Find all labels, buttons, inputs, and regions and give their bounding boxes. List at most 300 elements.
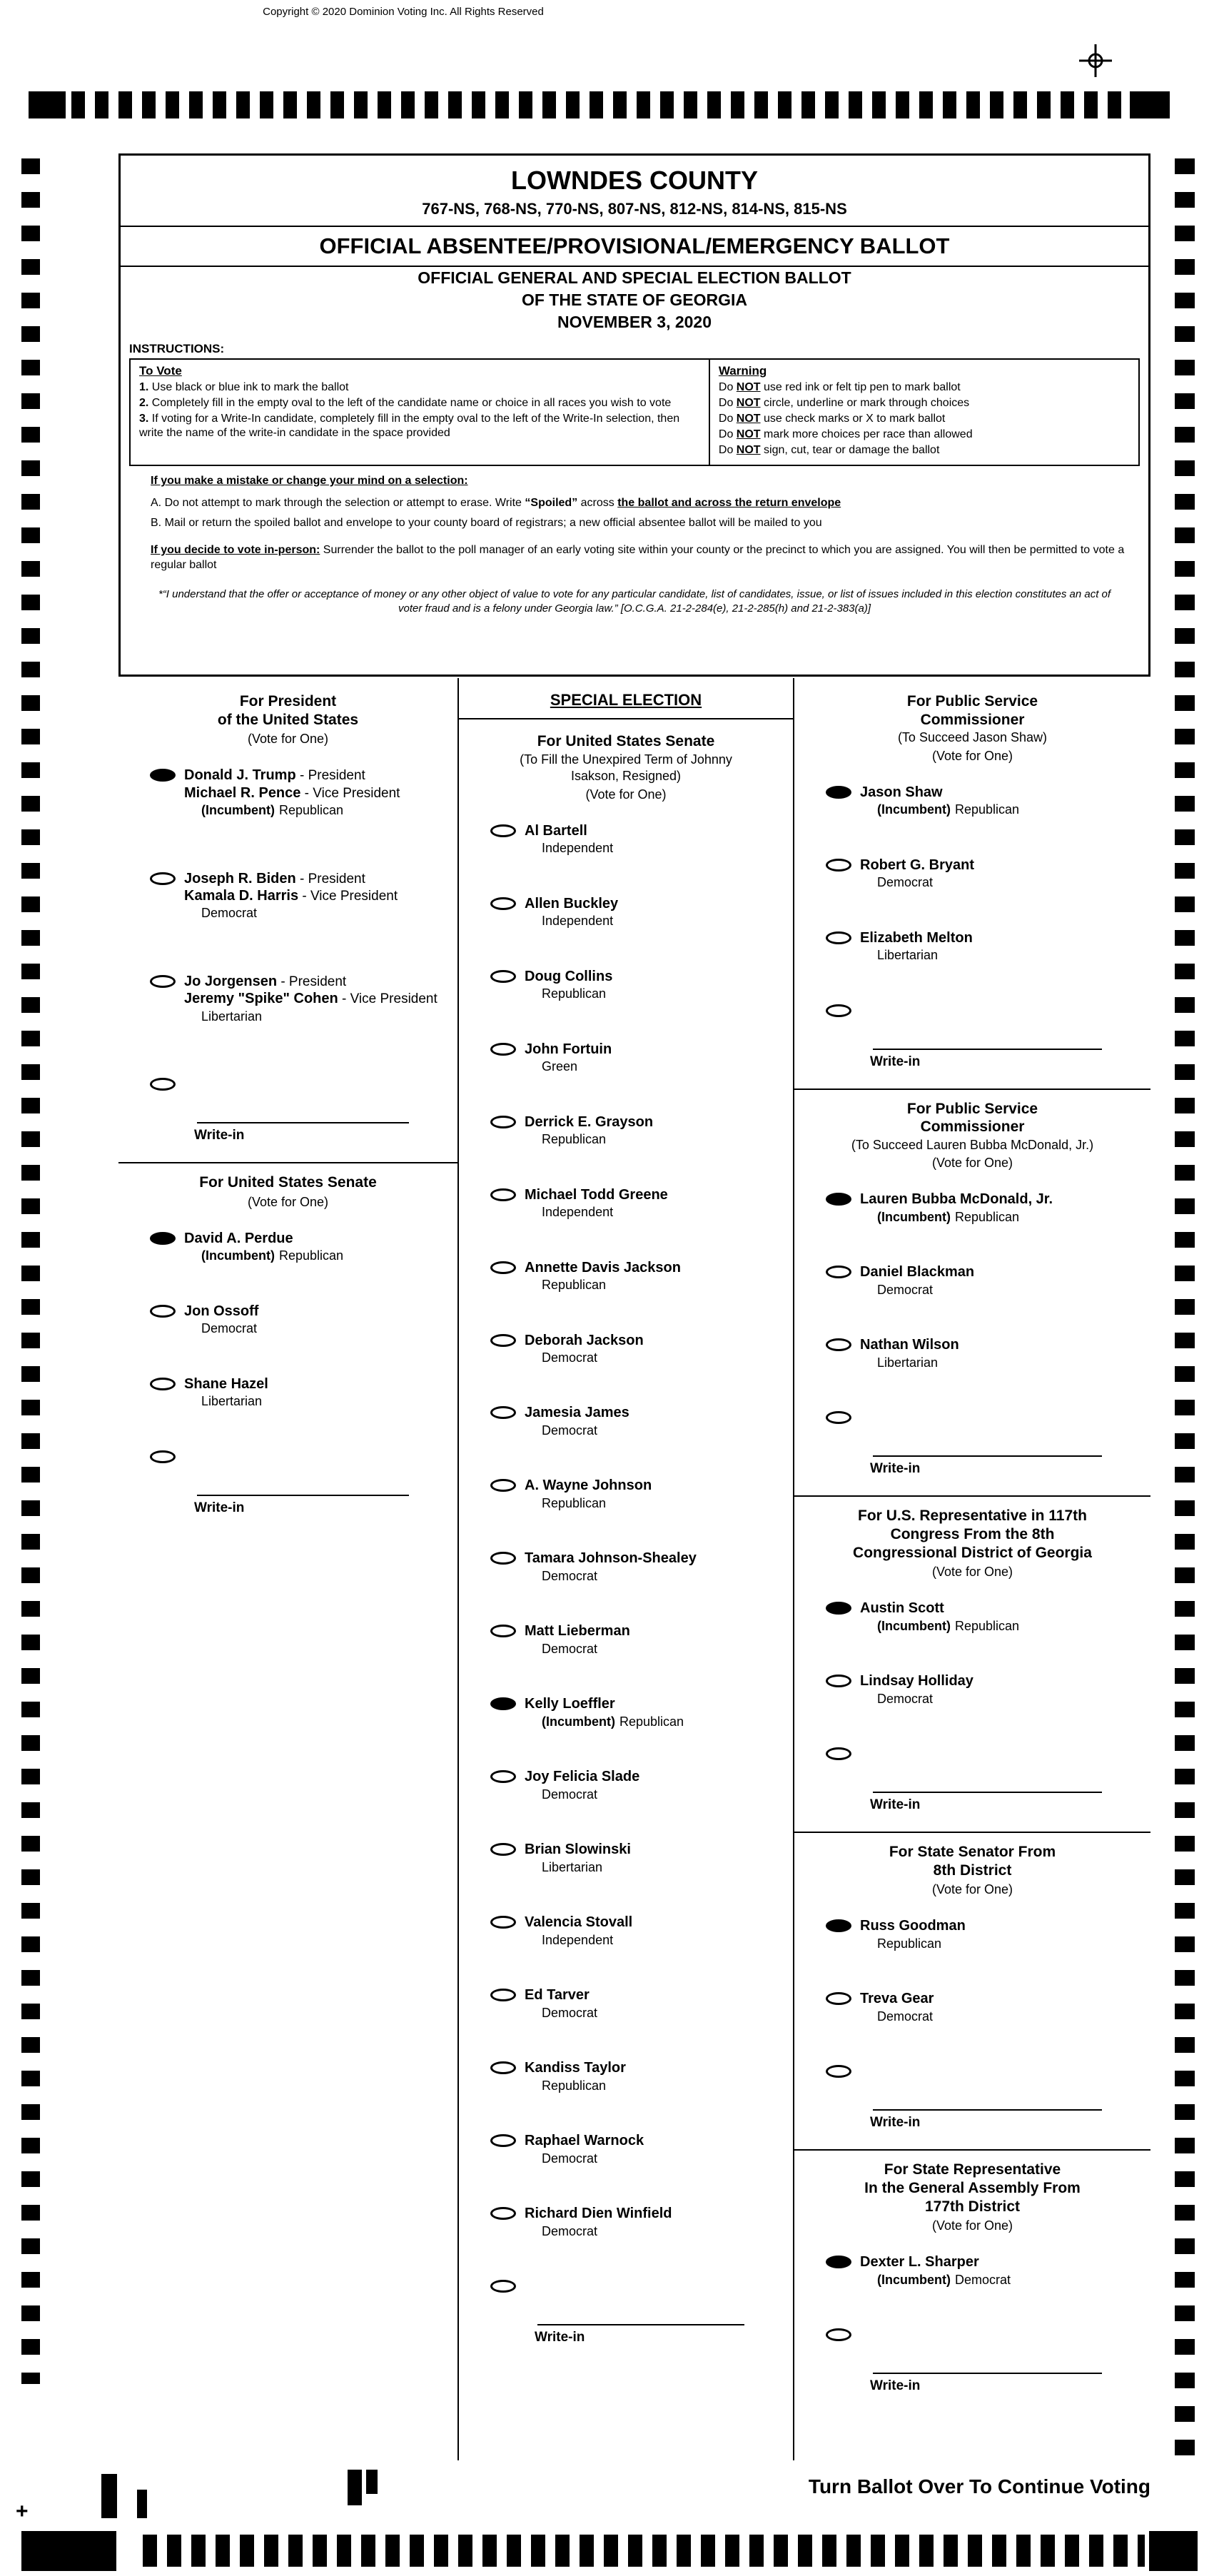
ballot-oval[interactable] [490, 1989, 516, 2001]
candidate-name-text: Jo Jorgensen [184, 973, 278, 989]
write-in-label: Write-in [194, 1500, 245, 1515]
candidate-name [860, 2253, 1011, 2271]
candidate-row [490, 2205, 784, 2239]
candidate-row [490, 1550, 784, 1584]
write-in-label: Write-in [870, 1054, 921, 1069]
candidate-name [525, 1259, 681, 1276]
candidate-party [201, 1394, 268, 1410]
ballot-oval-filled[interactable] [826, 2256, 851, 2268]
candidate-row [150, 1375, 449, 1410]
contest-title: 8th District [933, 1862, 1012, 1879]
candidate-info [184, 973, 437, 1024]
party-name: Democrat [542, 2223, 598, 2238]
ballot-oval[interactable] [826, 859, 851, 872]
write-in-line [197, 1495, 409, 1496]
candidate-info [525, 895, 618, 929]
timing-marks-right [1175, 158, 1195, 2460]
ballot-oval-filled[interactable] [826, 1602, 851, 1615]
candidate-party [201, 1248, 343, 1264]
candidate-info [860, 857, 974, 891]
ballot-oval[interactable] [490, 1406, 516, 1419]
candidate-name [525, 1914, 632, 1931]
candidate-info [184, 1375, 268, 1410]
party-name: Republican [542, 1131, 607, 1146]
ballot-oval[interactable] [150, 872, 176, 885]
ballot-oval[interactable] [150, 1078, 176, 1091]
candidate-name-text: Richard Dien Winfield [525, 2206, 672, 2222]
ballot-oval-filled[interactable] [826, 786, 851, 799]
candidate-name-text: A. Wayne Johnson [525, 1478, 652, 1494]
write-in-section [799, 1409, 1146, 1477]
write-in-line [873, 2109, 1102, 2111]
candidate-info [860, 2253, 1011, 2288]
candidate-party [877, 802, 1019, 818]
candidate-row [490, 1841, 784, 1875]
scanner-mark [137, 2490, 147, 2518]
candidate-row [490, 2132, 784, 2166]
contest-subtitle: (To Fill the Unexpired Term of Johnny [520, 752, 732, 767]
party-name: Democrat [877, 2009, 934, 2024]
ballot-oval[interactable] [150, 1305, 176, 1318]
party-name: Republican [955, 1618, 1020, 1633]
item-text: Completely fill in the empty oval to the left of the candidate name or choice in all races you wish to vote [148, 397, 672, 410]
candidate-name-text: Elizabeth Melton [860, 929, 973, 946]
ballot-column-3 [793, 678, 1150, 2460]
candidate-party [542, 1569, 697, 1585]
candidate-party [201, 803, 400, 819]
ballot-oval[interactable] [826, 1004, 851, 1017]
ballot-oval[interactable] [826, 1747, 851, 1760]
candidate-name [525, 2205, 672, 2222]
candidate-name-text: Michael Todd Greene [525, 1186, 668, 1203]
candidate-row [826, 929, 1142, 964]
item-text: Use black or blue ink to mark the ballot [148, 381, 349, 394]
vote-for-instruction: (Vote for One) [931, 2218, 1013, 2233]
contest-title: 177th District [924, 2198, 1021, 2215]
candidate-name-text: Michael R. Pence [184, 784, 301, 801]
candidate-row [490, 1768, 784, 1802]
party-name: Independent [542, 913, 614, 928]
vote-for-instruction: (Vote for One) [585, 787, 667, 802]
incumbent-tag: (Incumbent) [201, 1248, 275, 1263]
mistake-heading: If you make a mistake or change your mind on a selection: [151, 475, 468, 488]
contest-title: Congress From the 8th [890, 1525, 1055, 1542]
ballot-oval[interactable] [826, 1992, 851, 2005]
registration-crosshair-icon [1079, 44, 1112, 77]
contest-title: For Public Service [906, 1100, 1038, 1117]
ballot-oval[interactable] [826, 1266, 851, 1278]
incumbent-tag: (Incumbent) [542, 1714, 615, 1729]
ballot-oval[interactable] [150, 1450, 176, 1463]
ballot-oval[interactable] [490, 1479, 516, 1492]
ballot-oval[interactable] [490, 824, 516, 837]
party-name: Democrat [542, 1641, 598, 1656]
candidate-info [184, 870, 398, 921]
candidate-info [860, 1672, 973, 1707]
candidate-row [150, 1303, 449, 1337]
ballot-oval[interactable] [490, 897, 516, 910]
candidate-name-text: Al Bartell [525, 822, 587, 839]
candidate-info [525, 1186, 668, 1221]
ballot-oval[interactable] [490, 2207, 516, 2220]
to-vote-item [139, 396, 700, 410]
party-name: Green [542, 1059, 578, 1074]
warning-not: NOT [736, 444, 761, 457]
warning-section [710, 360, 1138, 465]
ballot-oval-filled[interactable] [826, 1193, 851, 1206]
scanner-mark [366, 2470, 378, 2494]
candidate-info [525, 1914, 632, 1948]
candidate-name-text: Derrick E. Grayson [525, 1113, 654, 1130]
ballot-oval[interactable] [826, 1675, 851, 1687]
ballot-oval[interactable] [490, 1334, 516, 1347]
candidate-party [542, 1714, 684, 1730]
candidate-name-text: Jamesia James [525, 1405, 629, 1421]
party-name: Democrat [877, 875, 934, 890]
candidate-party [877, 1619, 1019, 1635]
candidate-name-text: Robert G. Bryant [860, 857, 975, 873]
candidate-info [525, 1113, 653, 1148]
timing-block-top-right [1130, 91, 1170, 118]
candidate-info [860, 784, 1019, 818]
ballot-oval[interactable] [490, 1116, 516, 1128]
candidate-name [525, 1041, 612, 1058]
contest-subtitle: (To Succeed Jason Shaw) [897, 730, 1048, 745]
candidate-name [525, 2059, 626, 2076]
candidate-info [525, 1404, 629, 1438]
incumbent-tag: (Incumbent) [877, 802, 951, 817]
party-name: Democrat [877, 1691, 934, 1706]
warning-title: Warning [718, 364, 767, 378]
party-name: Republican [955, 1209, 1020, 1224]
candidate-name-text: David A. Perdue [184, 1230, 293, 1246]
party-name: Libertarian [201, 1009, 263, 1024]
timing-marks-bottom [143, 2535, 1145, 2567]
contest-title: For State Senator From [889, 1844, 1056, 1861]
candidate-name [860, 929, 973, 946]
candidate-party [201, 906, 398, 921]
contest-subtitle: (To Succeed Lauren Bubba McDonald, Jr.) [851, 1137, 1094, 1152]
ballot-oval[interactable] [150, 1378, 176, 1390]
party-name: Democrat [201, 906, 258, 921]
ballot-oval-filled[interactable] [490, 1697, 516, 1710]
timing-block-bottom-left [21, 2531, 116, 2571]
contest-title: For President [239, 693, 337, 709]
party-name: Independent [542, 1204, 614, 1219]
contest-title: Commissioner [920, 711, 1025, 728]
warning-pre: Do [718, 381, 737, 394]
candidate-name [525, 1550, 697, 1567]
in-person-text: Surrender the ballot to the poll manager of an early voting site within your county or the precinct to which you are assigned. You will then be permitted to vote a regular ballot [151, 543, 1125, 572]
candidate-info [860, 1191, 1053, 1225]
timing-block-top-left [29, 91, 66, 118]
special-election-header: SPECIAL ELECTION [459, 682, 793, 719]
write-in-section [463, 2278, 789, 2345]
election-title-line2: OF THE STATE OF GEORGIA [521, 291, 748, 310]
candidate-info [525, 1768, 639, 1802]
item-text: If voting for a Write-In candidate, completely fill in the empty oval to the left of the Write-In selection, then write the name of the write-in candidate in the space provided [139, 413, 680, 440]
candidate-row [490, 1186, 784, 1221]
candidate-info [860, 929, 973, 964]
candidate-row [490, 822, 784, 857]
warning-not: NOT [736, 397, 761, 410]
mistake-a-across: across [577, 497, 618, 510]
candidate-row [490, 1332, 784, 1366]
candidate-name-text: Russ Goodman [860, 1918, 966, 1934]
mistake-section [129, 466, 1140, 573]
candidate-name [525, 1113, 653, 1131]
election-title-line1: OFFICIAL GENERAL AND SPECIAL ELECTION BALLOT [418, 268, 851, 287]
write-in-oval-row [826, 2063, 1142, 2078]
candidate-row [490, 1986, 784, 2021]
ballot-oval[interactable] [490, 2061, 516, 2074]
contest-title: For United States Senate [199, 1174, 377, 1191]
write-in-label: Write-in [870, 2378, 921, 2394]
candidate-row [490, 1404, 784, 1438]
ballot-oval[interactable] [826, 2065, 851, 2078]
ballot-oval[interactable] [490, 1843, 516, 1856]
ballot-column-2 [457, 678, 793, 2460]
candidate-party [542, 986, 612, 1002]
candidate-name-text: Dexter L. Sharper [860, 2254, 979, 2271]
ballot-oval[interactable] [490, 1770, 516, 1783]
warning-post: sign, cut, tear or damage the ballot [760, 444, 940, 457]
candidate-name [184, 870, 398, 887]
write-in-section [799, 1002, 1146, 1070]
contest [118, 682, 457, 1143]
precinct-list: 767-NS, 768-NS, 770-NS, 807-NS, 812-NS, 814-NS, 815-NS [422, 200, 847, 218]
party-name: Independent [542, 841, 614, 855]
ballot-column-1 [118, 678, 457, 2460]
warning-pre: Do [718, 428, 737, 441]
party-name: Democrat [542, 1423, 598, 1438]
candidate-row [826, 784, 1142, 818]
ballot-oval-filled[interactable] [150, 1232, 176, 1245]
candidate-party [542, 1642, 630, 1657]
candidate-party [542, 1787, 639, 1803]
candidate-name [860, 1336, 959, 1353]
candidate-name [860, 1917, 966, 1934]
candidate-info [860, 1263, 974, 1298]
candidate-name [525, 1332, 644, 1349]
candidate-name-text: Allen Buckley [525, 895, 619, 911]
candidate-party [542, 1933, 632, 1949]
candidate-name [860, 1672, 973, 1689]
contest [794, 1495, 1150, 1813]
warning-item [719, 443, 1130, 458]
candidate-row [490, 1477, 784, 1511]
write-in-label: Write-in [870, 1461, 921, 1477]
candidate-party [542, 2151, 644, 2167]
candidate-row [826, 2253, 1142, 2288]
candidate-name [184, 1303, 258, 1320]
divider [121, 226, 1148, 227]
scanner-mark [101, 2474, 117, 2518]
write-in-label: Write-in [870, 1797, 921, 1813]
write-in-section [123, 1076, 453, 1143]
vote-for-instruction: (Vote for One) [247, 732, 329, 747]
candidate-name-text: Shane Hazel [184, 1375, 268, 1392]
ballot-oval[interactable] [490, 970, 516, 983]
party-name: Libertarian [201, 1394, 263, 1409]
candidate-name-text: Daniel Blackman [860, 1264, 975, 1281]
write-in-label: Write-in [870, 2115, 921, 2131]
ballot-oval[interactable] [490, 1552, 516, 1565]
candidate-row [490, 1041, 784, 1075]
vote-for-instruction: (Vote for One) [931, 1565, 1013, 1580]
ballot-oval[interactable] [826, 1338, 851, 1351]
candidate-info [525, 1622, 630, 1657]
ballot-oval[interactable] [490, 2134, 516, 2147]
candidate-name [184, 887, 398, 904]
ballot-oval[interactable] [490, 1625, 516, 1637]
contest-title: of the United States [217, 711, 359, 728]
candidate-row [150, 767, 449, 818]
contest [118, 1162, 457, 1516]
ballot-oval[interactable] [490, 2280, 516, 2293]
to-vote-title: To Vote [139, 364, 182, 378]
candidate-row [490, 2059, 784, 2093]
ballot-oval-filled[interactable] [150, 769, 176, 782]
candidate-party [201, 1009, 437, 1025]
candidate-name [525, 1404, 629, 1421]
write-in-label: Write-in [194, 1128, 245, 1143]
candidate-name [184, 1230, 343, 1247]
item-number: 3. [139, 413, 149, 425]
to-vote-item [139, 412, 700, 440]
warning-item [719, 396, 1130, 410]
ballot-oval[interactable] [826, 931, 851, 944]
candidate-party [877, 2273, 1011, 2288]
write-in-oval-row [826, 2326, 1142, 2341]
candidate-name-text: Kelly Loeffler [525, 1696, 615, 1712]
to-vote-section [131, 360, 710, 465]
contest-title: For Public Service [906, 693, 1038, 709]
candidate-name-text: John Fortuin [525, 1041, 612, 1057]
candidate-name [184, 1375, 268, 1393]
write-in-line [873, 1455, 1102, 1457]
candidate-name [860, 784, 1019, 801]
ballot-oval[interactable] [490, 1261, 516, 1274]
to-vote-item [139, 380, 700, 395]
candidate-row [490, 1113, 784, 1148]
candidate-name [525, 1695, 684, 1712]
candidate-party [542, 1496, 652, 1512]
in-person-heading: If you decide to vote in-person: [151, 543, 320, 556]
candidate-office-suffix: - Vice President [300, 785, 400, 801]
candidate-party [877, 948, 973, 964]
candidate-info [184, 1230, 343, 1264]
candidate-name-text: Kamala D. Harris [184, 887, 299, 904]
party-name: Independent [542, 1932, 614, 1947]
candidate-info [525, 1041, 612, 1075]
vote-for-instruction: (Vote for One) [931, 1882, 1013, 1897]
candidate-name-text: Ed Tarver [525, 1987, 590, 2004]
candidate-info [525, 2059, 626, 2093]
warning-not: NOT [736, 381, 761, 394]
candidate-name-text: Matt Lieberman [525, 1623, 630, 1640]
candidate-name [525, 822, 613, 839]
candidate-row [826, 857, 1142, 891]
party-name: Republican [955, 802, 1020, 817]
county-title: LOWNDES COUNTY [511, 166, 758, 195]
candidate-info [525, 822, 613, 857]
warning-not: NOT [736, 428, 761, 441]
ballot-oval[interactable] [826, 2328, 851, 2341]
warning-post: use red ink or felt tip pen to mark ballot [760, 381, 961, 394]
candidate-name-text: Jon Ossoff [184, 1303, 259, 1319]
warning-post: circle, underline or mark through choices [760, 397, 970, 410]
party-name: Republican [877, 1936, 942, 1951]
candidate-name [860, 1263, 974, 1281]
candidate-row [490, 1622, 784, 1657]
party-name: Republican [279, 803, 344, 817]
candidate-name-text: Deborah Jackson [525, 1332, 644, 1348]
candidate-info [184, 1303, 258, 1337]
candidate-info [860, 1600, 1019, 1634]
candidate-name [184, 784, 400, 802]
write-in-section [123, 1448, 453, 1516]
candidate-row [490, 968, 784, 1002]
candidate-name [184, 973, 437, 990]
party-name: Democrat [542, 1568, 598, 1583]
in-person-section [151, 542, 1126, 573]
ballot-oval[interactable] [150, 975, 176, 988]
warning-item [719, 380, 1130, 395]
write-in-oval-row [490, 2278, 784, 2293]
candidate-name-text: Tamara Johnson-Shealey [525, 1550, 697, 1567]
candidate-name [860, 1600, 1019, 1617]
candidate-name [525, 1986, 597, 2004]
candidate-party [542, 1423, 629, 1439]
write-in-line [537, 2324, 744, 2325]
candidate-party [542, 1350, 644, 1366]
incumbent-tag: (Incumbent) [877, 1618, 951, 1633]
party-name: Democrat [542, 1787, 598, 1802]
candidate-party [877, 1936, 966, 1952]
contest-area [118, 678, 1150, 2460]
ballot-oval-filled[interactable] [826, 1919, 851, 1932]
candidate-name [525, 2132, 644, 2149]
vote-for-instruction: (Vote for One) [931, 748, 1013, 763]
candidate-office-suffix: - Vice President [338, 991, 437, 1007]
ballot-oval[interactable] [826, 1411, 851, 1424]
warning-item [719, 412, 1130, 426]
timing-marks-left [21, 158, 40, 2384]
item-number: 2. [139, 397, 149, 410]
candidate-name [184, 767, 400, 784]
write-in-section [799, 2326, 1146, 2394]
ballot-oval[interactable] [490, 1916, 516, 1929]
mistake-a-text: A. Do not attempt to mark through the selection or attempt to erase. Write [151, 497, 525, 510]
candidate-name-text: Austin Scott [860, 1600, 944, 1617]
timing-marks-top [71, 91, 1124, 118]
candidate-name [525, 1768, 639, 1785]
candidate-party [542, 1278, 681, 1293]
candidate-row [150, 1230, 449, 1264]
candidate-row [490, 1695, 784, 1729]
ballot-oval[interactable] [490, 1188, 516, 1201]
party-name: Republican [542, 986, 607, 1001]
ballot-oval[interactable] [490, 1043, 516, 1056]
write-in-line [197, 1122, 409, 1123]
election-date: NOVEMBER 3, 2020 [557, 313, 712, 332]
mistake-line-a [151, 496, 1126, 511]
candidate-name [860, 1191, 1053, 1208]
candidate-party [542, 1059, 612, 1075]
party-name: Democrat [542, 1350, 598, 1365]
candidate-office-suffix: - Vice President [298, 888, 398, 904]
